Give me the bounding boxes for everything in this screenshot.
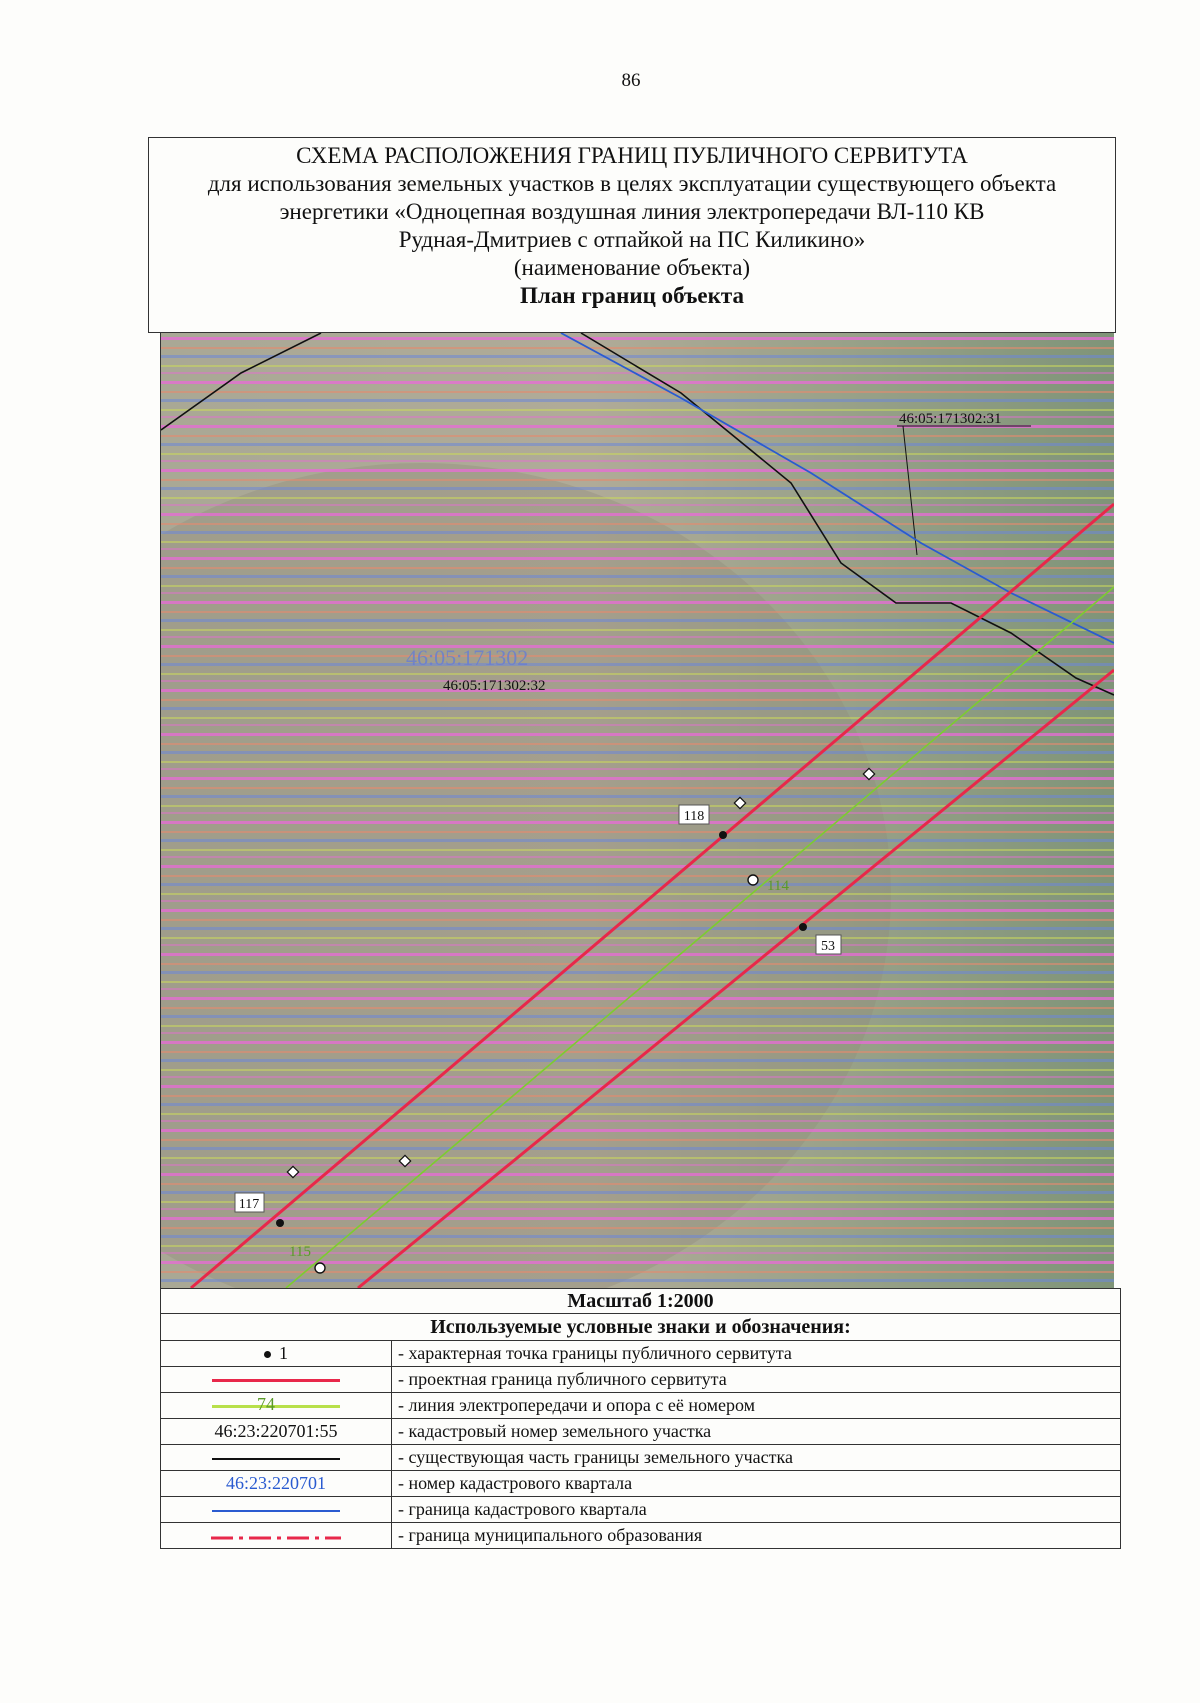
title-line-5: (наименование объекта) (513, 255, 751, 280)
legend-desc: - существующая часть границы земельного участка (392, 1445, 1121, 1471)
dash-dot-line-icon (211, 1535, 341, 1541)
legend-row (161, 1419, 1121, 1445)
legend-row (161, 1393, 1121, 1419)
legend-symbol-quarter-boundary (161, 1497, 392, 1523)
scan-lines (161, 333, 1114, 1288)
legend-symbol-point (161, 1341, 392, 1367)
legend-row (161, 1445, 1121, 1471)
blue-line-icon (212, 1510, 340, 1512)
legend-symbol-parcel-number: 46:23:220701:55 (161, 1419, 392, 1445)
black-line-icon (212, 1458, 340, 1460)
legend-symbol-servitude (161, 1367, 392, 1393)
legend-desc: - проектная граница публичного сервитута (392, 1367, 1121, 1393)
legend-symbol-municipal-boundary (161, 1523, 392, 1549)
point-label: 118 (683, 809, 705, 824)
legend-symbol-parcel-boundary (161, 1445, 392, 1471)
legend-row (161, 1367, 1121, 1393)
boundary-point (799, 923, 807, 931)
plan-subtitle: План границ объекта (520, 283, 744, 308)
legend-desc: - граница кадастрового квартала (392, 1497, 1121, 1523)
point-label: 53 (821, 939, 835, 954)
quarter-number-label: 46:05:171302 (406, 645, 529, 670)
legend-symbol-text: 1 (279, 1343, 288, 1363)
legend-desc: - кадастровый номер земельного участка (392, 1419, 1121, 1445)
legend-row (161, 1497, 1121, 1523)
legend-title: Используемые условные знаки и обозначения: (160, 1314, 1121, 1340)
legend-row (161, 1471, 1121, 1497)
parcel-number-label: 46:05:171302:31 (899, 411, 1002, 427)
page-number: 86 (621, 70, 641, 91)
green-line-icon (212, 1405, 340, 1408)
support-number: 114 (767, 878, 789, 894)
legend-table (160, 1340, 1121, 1549)
support-number: 115 (289, 1244, 311, 1260)
legend-desc: - характерная точка границы публичного сервитута (392, 1341, 1121, 1367)
legend-desc: - линия электропередачи и опора с её номером (392, 1393, 1121, 1419)
support-number-sample: 74 (257, 1394, 275, 1414)
support-circle (748, 875, 758, 885)
map-canvas (161, 333, 1114, 1288)
legend-desc: - номер кадастрового квартала (392, 1471, 1121, 1497)
legend-desc: - граница муниципального образования (392, 1523, 1121, 1549)
title-line-3: энергетики «Одноцепная воздушная линия электропередачи ВЛ-110 КВ (279, 199, 985, 224)
legend-row (161, 1523, 1121, 1549)
title-line-1: СХЕМА РАСПОЛОЖЕНИЯ ГРАНИЦ ПУБЛИЧНОГО СЕРВИТУТА (296, 143, 968, 168)
boundary-point (276, 1219, 284, 1227)
title-line-2: для использования земельных участков в целях эксплуатации существующего объекта (207, 171, 1057, 196)
boundary-point (719, 831, 727, 839)
point-label: 117 (238, 1197, 260, 1212)
legend-row (161, 1341, 1121, 1367)
legend-symbol-power-line (161, 1393, 392, 1419)
map-view[interactable] (160, 333, 1114, 1288)
support-circle (315, 1263, 325, 1273)
red-line-icon (212, 1379, 340, 1382)
parcel-number-label: 46:05:171302:32 (443, 678, 546, 694)
title-line-4: Рудная-Дмитриев с отпайкой на ПС Киликино» (398, 227, 866, 252)
point-dot-icon (264, 1351, 271, 1358)
legend-symbol-quarter-number: 46:23:220701 (161, 1471, 392, 1497)
scale-label: Масштаб 1:2000 (160, 1288, 1121, 1314)
title-block (148, 137, 1116, 333)
